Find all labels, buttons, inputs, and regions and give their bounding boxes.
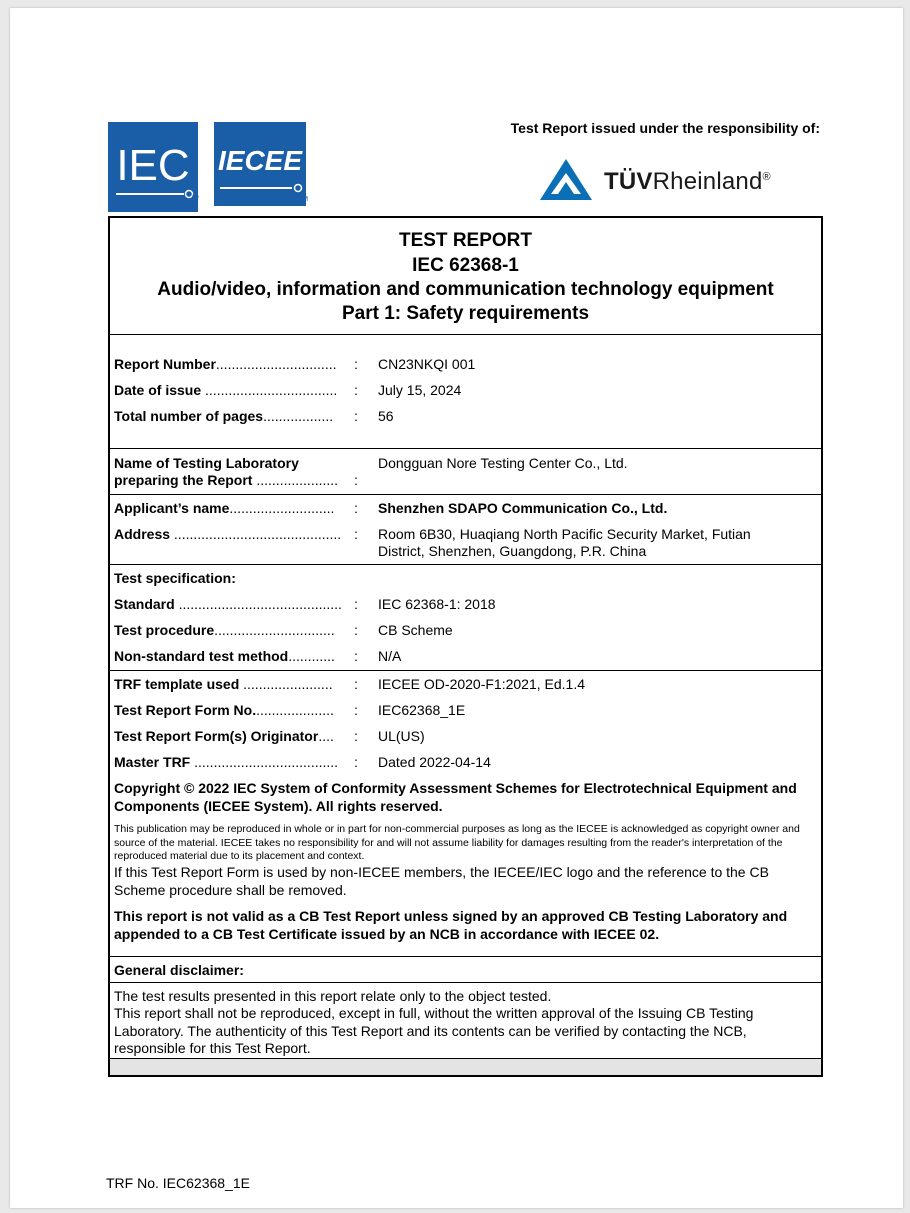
- copyright-notice: Copyright © 2022 IEC System of Conformity Assessment Schemes for Electrotechnical Equipment and Components (IECEE System). All rights reserved.: [114, 780, 797, 814]
- tuv-brand-text: TÜVRheinland®: [604, 168, 771, 195]
- disclaimer-line-1: The test results presented in this report relate only to the object tested.: [114, 988, 552, 1004]
- disclaimer-line-2: This report shall not be reproduced, except in full, without the written approval of the Issuing CB Testing Laboratory. The authenticity of this Test Report and its contents can be verified by contacting the NCB, responsible for this Test Report.: [114, 1005, 754, 1056]
- test-procedure-label: Test procedure: [114, 622, 215, 638]
- test-report-form-label: Test Report Form No.: [114, 702, 257, 718]
- test-specification-heading: Test specification:: [114, 570, 236, 586]
- date-of-issue-value: July 15, 2024: [378, 382, 462, 398]
- publication-note: This publication may be reproduced in whole or in part for non-commercial purposes as long as the IECEE is acknowledged as copyright owner and source of the material. IECEE takes no responsibility for and will not assume liability for damages resulting from the reader's interpretation of the reproduced material due to its placement and context.: [114, 823, 800, 862]
- standard-label: Standard: [114, 596, 175, 612]
- document-page: [10, 8, 903, 1208]
- title-line-2: IEC 62368-1: [412, 255, 519, 276]
- date-of-issue-label: Date of issue: [114, 382, 202, 398]
- non-standard-method-value: N/A: [378, 648, 402, 664]
- title-line-4: Part 1: Safety requirements: [341, 303, 590, 324]
- tuv-rheinland-logo: [538, 156, 828, 204]
- title-line-3: Audio/video, information and communication technology equipment: [157, 279, 774, 300]
- disclaimer-section: [110, 957, 821, 1075]
- applicant-name-value: Shenzhen SDAPO Communication Co., Ltd.: [378, 500, 668, 516]
- svg-text:IEC: IEC: [116, 141, 190, 190]
- disclaimer-heading: General disclaimer:: [114, 962, 244, 978]
- iecee-trademark-mark: TM: [298, 196, 309, 203]
- trf-section: TRF template used ....................... : IECEE OD-2020-F1:2021, Ed.1.4 Test Report Form No..................... : IEC62368_1E Test Report Form(s) Originator.... : UL(US) Master TRF ..................................... : Dated 2022-04-14 Copyright © 2022 IEC System of Conformity Assessment Schemes for Electrotechnical Equipment and Components (IECEE System). All rights reserved. This publication may be reproduced in whole or in part for non-commercial purposes as long as the IECEE is acknowledged as copyright owner and source of the material. IECEE takes no responsibility for and will not assume liability for damages resulting from the reader's interpretation of the reproduced material due to its placement and context. If this Test Report Form is used by non-IECEE members, the IECEE/IEC logo and the reference to the CB Scheme procedure shall be removed. This report is not valid as a CB Test Report unless signed by an approved CB Testing Laboratory and appended to a CB Test Certificate issued by an NCB in accordance with IECEE 02.: [110, 671, 821, 957]
- disclaimer-divider: [110, 982, 821, 983]
- iecee-logo: [214, 122, 309, 206]
- iec-logo: [108, 122, 198, 212]
- originator-value: UL(US): [378, 728, 425, 744]
- total-pages-value: 56: [378, 408, 394, 424]
- address-label: Address: [114, 526, 171, 542]
- originator-label: Test Report Form(s) Originator: [114, 728, 319, 744]
- trf-template-value: IECEE OD-2020-F1:2021, Ed.1.4: [378, 676, 585, 692]
- trf-template-label: TRF template used: [114, 676, 240, 692]
- report-box: [108, 216, 823, 1077]
- address-value: Room 6B30, Huaqiang North Pacific Security Market, Futian District, Shenzhen, Guangdong, P.R. China: [378, 526, 751, 559]
- issued-label: Test Report issued under the responsibility of:: [510, 120, 820, 136]
- total-pages-label: Total number of pages: [114, 408, 264, 424]
- applicant-section: Applicant’s name........................... : Shenzhen SDAPO Communication Co., Ltd. Address ........................................... : Room 6B30, Huaqiang North Pacific Security Market, Futian District, Shenzhen, Guangdong, P.R. China: [110, 495, 821, 565]
- applicant-name-label: Applicant’s name: [114, 500, 230, 516]
- test-specification-section: Test specification: Standard .......................................... : IEC 62368-1: 2018 Test procedure............................... : CB Scheme Non-standard test method............ : N/A: [110, 565, 821, 671]
- disclaimer-bottom-bar: [110, 1058, 821, 1075]
- validity-note: This report is not valid as a CB Test Report unless signed by an approved CB Testing Laboratory and appended to a CB Test Certificate issued by an NCB in accordance with IECEE 02.: [114, 908, 788, 942]
- report-number-label: Report Number: [114, 356, 216, 372]
- test-procedure-value: CB Scheme: [378, 622, 453, 638]
- report-info-section: Report Number............................... : CN23NKQI 001 Date of issue .................................. : July 15, 2024 Total number of pages.................. : 56: [110, 335, 821, 449]
- title-line-1: TEST REPORT: [398, 230, 532, 251]
- iec-registered-mark: ®: [192, 192, 199, 202]
- master-trf-value: Dated 2022-04-14: [378, 754, 491, 770]
- test-report-form-value: IEC62368_1E: [378, 702, 466, 718]
- trf-footer: TRF No. IEC62368_1E: [106, 1175, 250, 1191]
- testing-lab-label-line2: preparing the Report: [114, 472, 253, 488]
- svg-text:IECEE: IECEE: [217, 145, 303, 176]
- standard-value: IEC 62368-1: 2018: [378, 596, 496, 612]
- testing-lab-value: Dongguan Nore Testing Center Co., Ltd.: [378, 455, 628, 471]
- report-number-value: CN23NKQI 001: [378, 356, 476, 372]
- non-standard-method-label: Non-standard test method: [114, 648, 289, 664]
- master-trf-label: Master TRF: [114, 754, 191, 770]
- non-iecee-note: If this Test Report Form is used by non-IECEE members, the IECEE/IEC logo and the reference to the CB Scheme procedure shall be removed.: [114, 864, 769, 898]
- testing-lab-label-line1: Name of Testing Laboratory: [114, 455, 299, 471]
- tuv-triangle-icon: [538, 156, 594, 204]
- testing-lab-section: Name of Testing Laboratory preparing the Report ..................... : Dongguan Nore Testing Center Co., Ltd.: [110, 449, 821, 495]
- report-title-section: [110, 218, 821, 335]
